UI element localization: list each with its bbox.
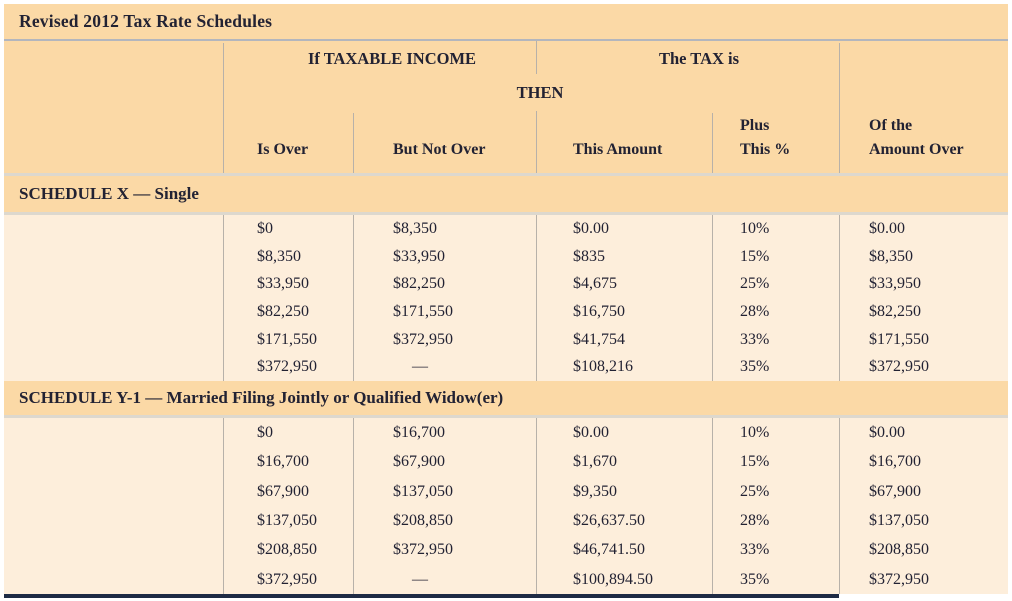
col-header-plus-line1: Plus bbox=[740, 117, 770, 134]
cell-is-over: $8,350 bbox=[257, 247, 301, 265]
cell-amount-over: $8,350 bbox=[869, 247, 913, 265]
col-header-plus-this-percent bbox=[740, 114, 790, 162]
cell-amount-over: $171,550 bbox=[869, 330, 929, 348]
col-header-is-over: Is Over bbox=[257, 141, 309, 158]
cell-plus-percent: 10% bbox=[740, 424, 770, 441]
col-header-of-the-amount-over bbox=[869, 114, 964, 162]
cell-is-over: $137,050 bbox=[257, 511, 317, 529]
cell-plus-percent: 33% bbox=[740, 541, 770, 559]
cell-this-amount: $41,754 bbox=[573, 330, 625, 348]
table-row bbox=[4, 565, 1008, 594]
cell-amount-over: $372,950 bbox=[869, 570, 929, 588]
cell-but-not-over: $171,550 bbox=[393, 302, 453, 320]
schedule-x-rows bbox=[4, 215, 1008, 381]
group-label-the-tax-is: The TAX is bbox=[658, 49, 740, 68]
col-header-plus-line2: This % bbox=[740, 141, 791, 158]
cell-amount-over: $208,850 bbox=[869, 541, 929, 559]
cell-amount-over: $67,900 bbox=[869, 482, 921, 500]
schedule-y1-header bbox=[4, 381, 1008, 415]
bottom-border bbox=[4, 594, 839, 598]
schedule-y1-rows bbox=[4, 418, 1008, 594]
cell-plus-percent: 35% bbox=[740, 570, 770, 588]
table-row bbox=[4, 298, 1008, 326]
cell-is-over: $372,950 bbox=[257, 570, 317, 588]
cell-is-over: $208,850 bbox=[257, 541, 317, 559]
cell-but-not-over: $33,950 bbox=[393, 247, 445, 265]
col-header-of-line2: Amount Over bbox=[869, 141, 964, 158]
schedule-y1-label: SCHEDULE Y-1 — Married Filing Jointly or Qualified Widow(er) bbox=[19, 388, 504, 407]
cell-is-over: $67,900 bbox=[257, 482, 309, 500]
cell-this-amount: $835 bbox=[573, 247, 605, 265]
cell-is-over: $16,700 bbox=[257, 453, 309, 471]
cell-this-amount: $16,750 bbox=[573, 302, 625, 320]
cell-but-not-over: $372,950 bbox=[393, 330, 453, 348]
table-row bbox=[4, 243, 1008, 271]
cell-plus-percent: 15% bbox=[740, 247, 770, 265]
cell-amount-over: $33,950 bbox=[869, 275, 921, 293]
cell-but-not-over: — bbox=[412, 570, 428, 588]
cell-this-amount: $9,350 bbox=[573, 482, 617, 500]
cell-amount-over: $16,700 bbox=[869, 453, 921, 471]
cell-but-not-over: $67,900 bbox=[393, 453, 445, 471]
cell-this-amount: $1,670 bbox=[573, 453, 617, 471]
grid-line bbox=[536, 111, 537, 173]
cell-is-over: $0 bbox=[257, 220, 273, 237]
col-header-of-line1: Of the bbox=[869, 117, 913, 134]
table-row bbox=[4, 418, 1008, 447]
cell-plus-percent: 28% bbox=[740, 302, 770, 320]
cell-plus-percent: 25% bbox=[740, 275, 770, 293]
table-row bbox=[4, 326, 1008, 354]
cell-but-not-over: $8,350 bbox=[393, 220, 437, 237]
cell-plus-percent: 33% bbox=[740, 330, 770, 348]
schedule-x-label: SCHEDULE X — Single bbox=[19, 184, 199, 203]
cell-this-amount: $26,637.50 bbox=[573, 511, 645, 529]
schedule-x-header bbox=[4, 176, 1008, 212]
cell-is-over: $171,550 bbox=[257, 330, 317, 348]
cell-but-not-over: $208,850 bbox=[393, 511, 453, 529]
table-row bbox=[4, 270, 1008, 298]
cell-but-not-over: — bbox=[412, 358, 428, 376]
cell-this-amount: $0.00 bbox=[573, 424, 609, 441]
table-row bbox=[4, 535, 1008, 564]
table-row bbox=[4, 506, 1008, 535]
page-title: Revised 2012 Tax Rate Schedules bbox=[19, 11, 273, 31]
cell-amount-over: $0.00 bbox=[869, 424, 905, 441]
table-row bbox=[4, 215, 1008, 243]
cell-amount-over: $137,050 bbox=[869, 511, 929, 529]
cell-is-over: $33,950 bbox=[257, 275, 309, 293]
cell-but-not-over: $137,050 bbox=[393, 482, 453, 500]
cell-amount-over: $0.00 bbox=[869, 220, 905, 237]
cell-this-amount: $100,894.50 bbox=[573, 570, 653, 588]
then-label: THEN bbox=[516, 83, 564, 102]
cell-is-over: $372,950 bbox=[257, 358, 317, 376]
group-label-if-taxable-income: If TAXABLE INCOME bbox=[307, 49, 477, 68]
cell-but-not-over: $82,250 bbox=[393, 275, 445, 293]
cell-but-not-over: $372,950 bbox=[393, 541, 453, 559]
grid-line bbox=[712, 113, 713, 173]
table-row bbox=[4, 353, 1008, 381]
cell-this-amount: $108,216 bbox=[573, 358, 633, 376]
cell-plus-percent: 28% bbox=[740, 511, 770, 529]
cell-this-amount: $0.00 bbox=[573, 220, 609, 237]
cell-amount-over: $372,950 bbox=[869, 358, 929, 376]
cell-is-over: $82,250 bbox=[257, 302, 309, 320]
cell-plus-percent: 35% bbox=[740, 358, 770, 376]
cell-plus-percent: 15% bbox=[740, 453, 770, 471]
title-band bbox=[4, 4, 1008, 39]
table-row bbox=[4, 477, 1008, 506]
cell-but-not-over: $16,700 bbox=[393, 424, 445, 441]
cell-plus-percent: 10% bbox=[740, 220, 770, 237]
cell-is-over: $0 bbox=[257, 424, 273, 441]
cell-plus-percent: 25% bbox=[740, 482, 770, 500]
cell-this-amount: $4,675 bbox=[573, 275, 617, 293]
cell-amount-over: $82,250 bbox=[869, 302, 921, 320]
grid-line bbox=[353, 113, 354, 173]
header-band bbox=[4, 41, 1008, 173]
cell-this-amount: $46,741.50 bbox=[573, 541, 645, 559]
table-row bbox=[4, 447, 1008, 476]
col-header-this-amount: This Amount bbox=[573, 141, 663, 158]
grid-line bbox=[223, 43, 224, 173]
col-header-but-not-over: But Not Over bbox=[393, 141, 486, 158]
